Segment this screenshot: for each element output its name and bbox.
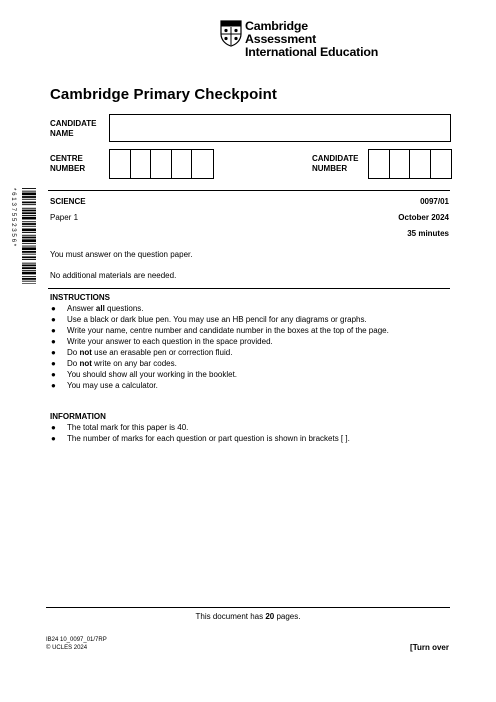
barcode-bar (22, 263, 36, 264)
information-list (50, 422, 350, 444)
barcode-bar (22, 208, 36, 209)
instruction-item: ● Do not use an erasable pen or correction fluid. (51, 348, 233, 357)
barcode-bar (22, 215, 36, 216)
barcode-bar (22, 235, 36, 236)
centre-number-digit-box[interactable] (110, 150, 131, 178)
barcode-bar (22, 229, 36, 232)
page-count-note: This document has 20 pages. (195, 612, 301, 621)
centre-number-digit-box[interactable] (172, 150, 193, 178)
barcode-bar (22, 247, 36, 250)
barcode-bar (22, 283, 36, 284)
barcode-bar (22, 188, 36, 189)
barcode-bar (22, 281, 36, 282)
candidate-number-digit-box[interactable] (369, 150, 390, 178)
instructions-list (50, 303, 389, 391)
materials-note: No additional materials are needed. (50, 271, 177, 280)
barcode-bar (22, 256, 36, 258)
centre-number-field[interactable] (109, 149, 214, 179)
instruction-item: ● Do not write on any bar codes. (51, 359, 177, 368)
barcode-bar (22, 199, 36, 200)
barcode-bar (22, 243, 36, 244)
answer-instruction: You must answer on the question paper. (50, 250, 193, 259)
instruction-item: ● Use a black or dark blue pen. You may use an HB pencil for any diagrams or graphs. (51, 315, 367, 324)
barcode-bar (22, 232, 36, 233)
barcode-bar (22, 204, 36, 205)
logo-line-2: International Education (245, 45, 379, 59)
barcode-bar (22, 272, 36, 275)
barcode-bar (22, 212, 36, 214)
instruction-item: ● Write your answer to each question in the space provided. (51, 337, 273, 346)
instruction-item: ● You should show all your working in the booklet. (51, 370, 238, 379)
barcode-bar (22, 270, 36, 271)
instruction-item: ● Answer all questions. (51, 304, 144, 313)
barcode-bar (22, 265, 36, 267)
instructions-heading: INSTRUCTIONS (50, 293, 110, 302)
subject: SCIENCE (50, 197, 86, 206)
information-item: ● The total mark for this paper is 40. (51, 423, 189, 432)
barcode-bar (22, 237, 36, 239)
instruction-item: ● Write your name, centre number and candidate number in the boxes at the top of the page. (51, 326, 389, 335)
candidate-number-label: CANDIDATE NUMBER (312, 154, 359, 173)
logo-line-1: Cambridge Assessment (245, 19, 317, 46)
barcode-bar (22, 278, 36, 280)
barcode-bar (22, 239, 36, 242)
barcode (22, 188, 36, 284)
barcode-bar (22, 251, 36, 253)
barcode-bars (22, 188, 36, 284)
shield-crest-icon (220, 20, 242, 47)
information-heading: INFORMATION (50, 412, 106, 421)
exam-duration: 35 minutes (407, 229, 449, 238)
barcode-bar (22, 246, 36, 247)
exam-session: October 2024 (398, 213, 449, 222)
barcode-bar (22, 191, 36, 192)
footer-rule (46, 607, 450, 608)
cambridge-logo (220, 19, 380, 59)
barcode-bar (22, 217, 36, 220)
candidate-number-field[interactable] (368, 149, 452, 179)
barcode-bar (22, 196, 36, 198)
centre-number-digit-box[interactable] (151, 150, 172, 178)
candidate-number-digit-box[interactable] (431, 150, 451, 178)
candidate-name-label: CANDIDATE NAME (50, 119, 97, 138)
barcode-bar (22, 226, 36, 227)
barcode-digits-box (8, 188, 18, 284)
barcode-digits: * 6 1 3 7 5 5 2 3 5 6 * (10, 188, 17, 247)
paper-number: Paper 1 (50, 213, 79, 222)
exam-title: Cambridge Primary Checkpoint (50, 86, 278, 103)
barcode-bar (22, 223, 36, 225)
candidate-name-field[interactable] (109, 114, 451, 142)
barcode-bar (22, 259, 36, 260)
instructions-rule (48, 288, 450, 289)
copyright: © UCLES 2024 (46, 645, 88, 651)
subject-rule-top (48, 190, 450, 191)
barcode-bar (22, 267, 36, 269)
barcode-bar (22, 221, 36, 222)
page-count: 20 (265, 612, 275, 621)
paper-code: 0097/01 (420, 197, 449, 206)
barcode-bar (22, 193, 36, 196)
candidate-number-digit-box[interactable] (410, 150, 431, 178)
turn-over-label: [Turn over (410, 643, 449, 652)
information-item: ● The number of marks for each question or part question is shown in brackets [ ]. (51, 434, 350, 443)
barcode-bar (22, 210, 36, 212)
centre-number-digit-box[interactable] (192, 150, 213, 178)
centre-number-digit-box[interactable] (131, 150, 152, 178)
candidate-number-digit-box[interactable] (390, 150, 411, 178)
barcode-bar (22, 254, 36, 255)
centre-number-label: CENTRE NUMBER (50, 154, 86, 173)
instruction-item: ● You may use a calculator. (51, 381, 158, 390)
barcode-bar (22, 202, 36, 204)
document-code: IB24 10_0097_01/7RP (46, 637, 107, 643)
barcode-bar (22, 276, 36, 277)
